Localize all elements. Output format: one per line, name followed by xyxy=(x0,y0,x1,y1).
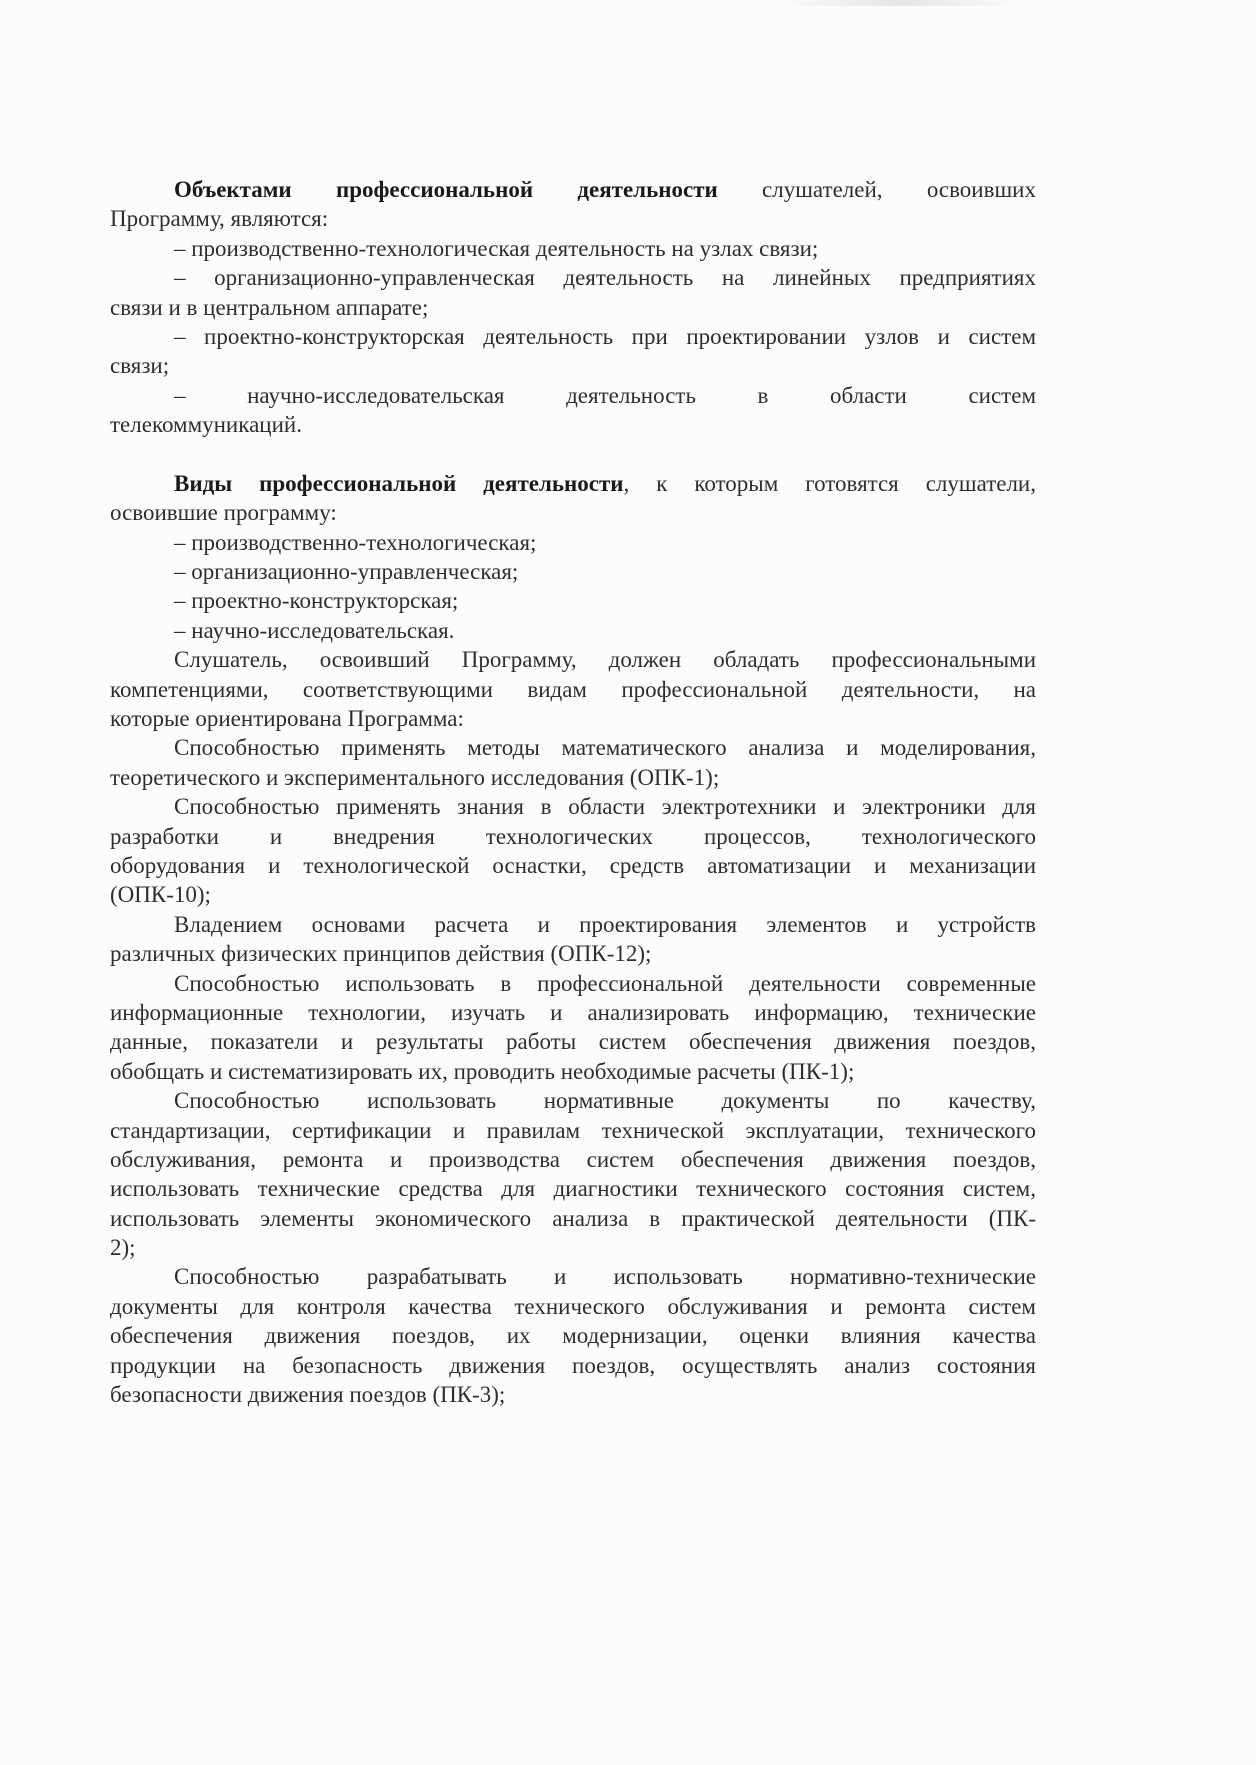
line-text: связи; xyxy=(110,353,170,379)
text-line xyxy=(110,1380,1036,1409)
text-line xyxy=(110,351,1036,380)
line-text: – научно-исследовательская. xyxy=(174,617,455,643)
line-text: разработки и внедрения технологических процессов, технологического xyxy=(110,823,1036,849)
line-text: , к которым готовятся слушатели, xyxy=(623,470,1036,496)
text-line xyxy=(110,1145,1036,1174)
text-line xyxy=(110,1351,1036,1380)
line-text: стандартизации, сертификации и правилам технической эксплуатации, технического xyxy=(110,1117,1036,1143)
text-line xyxy=(110,1292,1036,1321)
text-line xyxy=(110,704,1036,733)
line-text: – организационно-управленческая; xyxy=(174,559,519,585)
text-line xyxy=(110,910,1036,939)
line-text: Способностью применять знания в области электротехники и электроники для xyxy=(174,794,1036,820)
text-line xyxy=(110,1116,1036,1145)
text-line xyxy=(110,322,1036,351)
line-text: использовать технические средства для диагностики технического состояния систем, xyxy=(110,1176,1036,1202)
document-body xyxy=(110,175,1036,1409)
text-line xyxy=(110,675,1036,704)
text-line xyxy=(110,851,1036,880)
text-line xyxy=(110,616,1036,645)
text-line xyxy=(110,175,1036,204)
line-text: Способностью использовать в профессиональной деятельности современные xyxy=(174,970,1036,996)
text-line xyxy=(110,586,1036,615)
text-line xyxy=(110,969,1036,998)
text-line xyxy=(110,469,1036,498)
line-text: документы для контроля качества технического обслуживания и ремонта систем xyxy=(110,1293,1036,1319)
text-line xyxy=(110,763,1036,792)
line-text: – организационно-управленческая деятельность на линейных предприятиях xyxy=(174,265,1036,291)
text-line xyxy=(110,645,1036,674)
text-line xyxy=(110,733,1036,762)
line-text: 2); xyxy=(110,1235,136,1261)
line-text: – научно-исследовательская деятельность в области систем xyxy=(174,382,1036,408)
text-line xyxy=(110,998,1036,1027)
line-text: – производственно-технологическая; xyxy=(174,529,537,555)
blank-line xyxy=(110,440,1036,469)
text-line xyxy=(110,1233,1036,1262)
line-text: данные, показатели и результаты работы систем обеспечения движения поездов, xyxy=(110,1029,1036,1055)
text-line xyxy=(110,293,1036,322)
line-text: Владением основами расчета и проектирования элементов и устройств xyxy=(174,911,1036,937)
text-line xyxy=(110,1027,1036,1056)
line-text: различных физических принципов действия (ОПК-12); xyxy=(110,941,652,967)
line-text: связи и в центральном аппарате; xyxy=(110,294,429,320)
line-text: Способностью разрабатывать и использовать нормативно-технические xyxy=(174,1264,1036,1290)
text-line xyxy=(110,1204,1036,1233)
line-text: информационные технологии, изучать и анализировать информацию, технические xyxy=(110,999,1036,1025)
text-line xyxy=(110,263,1036,292)
text-line xyxy=(110,498,1036,527)
line-text: (ОПК-10); xyxy=(110,882,211,908)
line-text: телекоммуникаций. xyxy=(110,412,302,438)
text-line xyxy=(110,234,1036,263)
line-text: обслуживания, ремонта и производства систем обеспечения движения поездов, xyxy=(110,1146,1036,1172)
bold-term: Виды профессиональной деятельности xyxy=(174,470,624,496)
text-line xyxy=(110,1174,1036,1203)
line-text: продукции на безопасность движения поездов, осуществлять анализ состояния xyxy=(110,1352,1036,1378)
line-text: обеспечения движения поездов, их модернизации, оценки влияния качества xyxy=(110,1323,1036,1349)
line-text: использовать элементы экономического анализа в практической деятельности (ПК- xyxy=(110,1205,1036,1231)
text-line xyxy=(110,792,1036,821)
text-line xyxy=(110,822,1036,851)
line-text: – проектно-конструкторская деятельность при проектировании узлов и систем xyxy=(174,323,1036,349)
line-text: слушателей, освоивших xyxy=(717,177,1036,202)
line-text: компетенциями, соответствующими видам профессиональной деятельности, на xyxy=(110,676,1036,702)
line-text: безопасности движения поездов (ПК-3); xyxy=(110,1382,506,1408)
line-text: теоретического и экспериментального исследования (ОПК-1); xyxy=(110,764,720,790)
text-line xyxy=(110,939,1036,968)
text-line xyxy=(110,204,1036,233)
line-text: Программу, являются: xyxy=(110,206,329,232)
bold-term: Объектами профессиональной деятельности xyxy=(174,177,718,202)
text-line xyxy=(110,381,1036,410)
line-text: освоившие программу: xyxy=(110,500,337,526)
text-line xyxy=(110,1057,1036,1086)
scan-artifact xyxy=(776,0,1026,6)
line-text: обобщать и систематизировать их, проводить необходимые расчеты (ПК-1); xyxy=(110,1058,855,1084)
line-text: Способностью применять методы математического анализа и моделирования, xyxy=(174,735,1036,761)
text-line xyxy=(110,1262,1036,1291)
text-line xyxy=(110,1321,1036,1350)
line-text: Способностью использовать нормативные документы по качеству, xyxy=(174,1088,1036,1114)
text-line xyxy=(110,410,1036,439)
line-text: которые ориентирована Программа: xyxy=(110,706,464,732)
text-line xyxy=(110,557,1036,586)
line-text: – производственно-технологическая деятельность на узлах связи; xyxy=(174,235,819,261)
text-line xyxy=(110,528,1036,557)
text-line xyxy=(110,1086,1036,1115)
text-line xyxy=(110,880,1036,909)
line-text: оборудования и технологической оснастки, средств автоматизации и механизации xyxy=(110,852,1036,878)
line-text: Слушатель, освоивший Программу, должен обладать профессиональными xyxy=(174,647,1036,673)
line-text: – проектно-конструкторская; xyxy=(174,588,459,614)
